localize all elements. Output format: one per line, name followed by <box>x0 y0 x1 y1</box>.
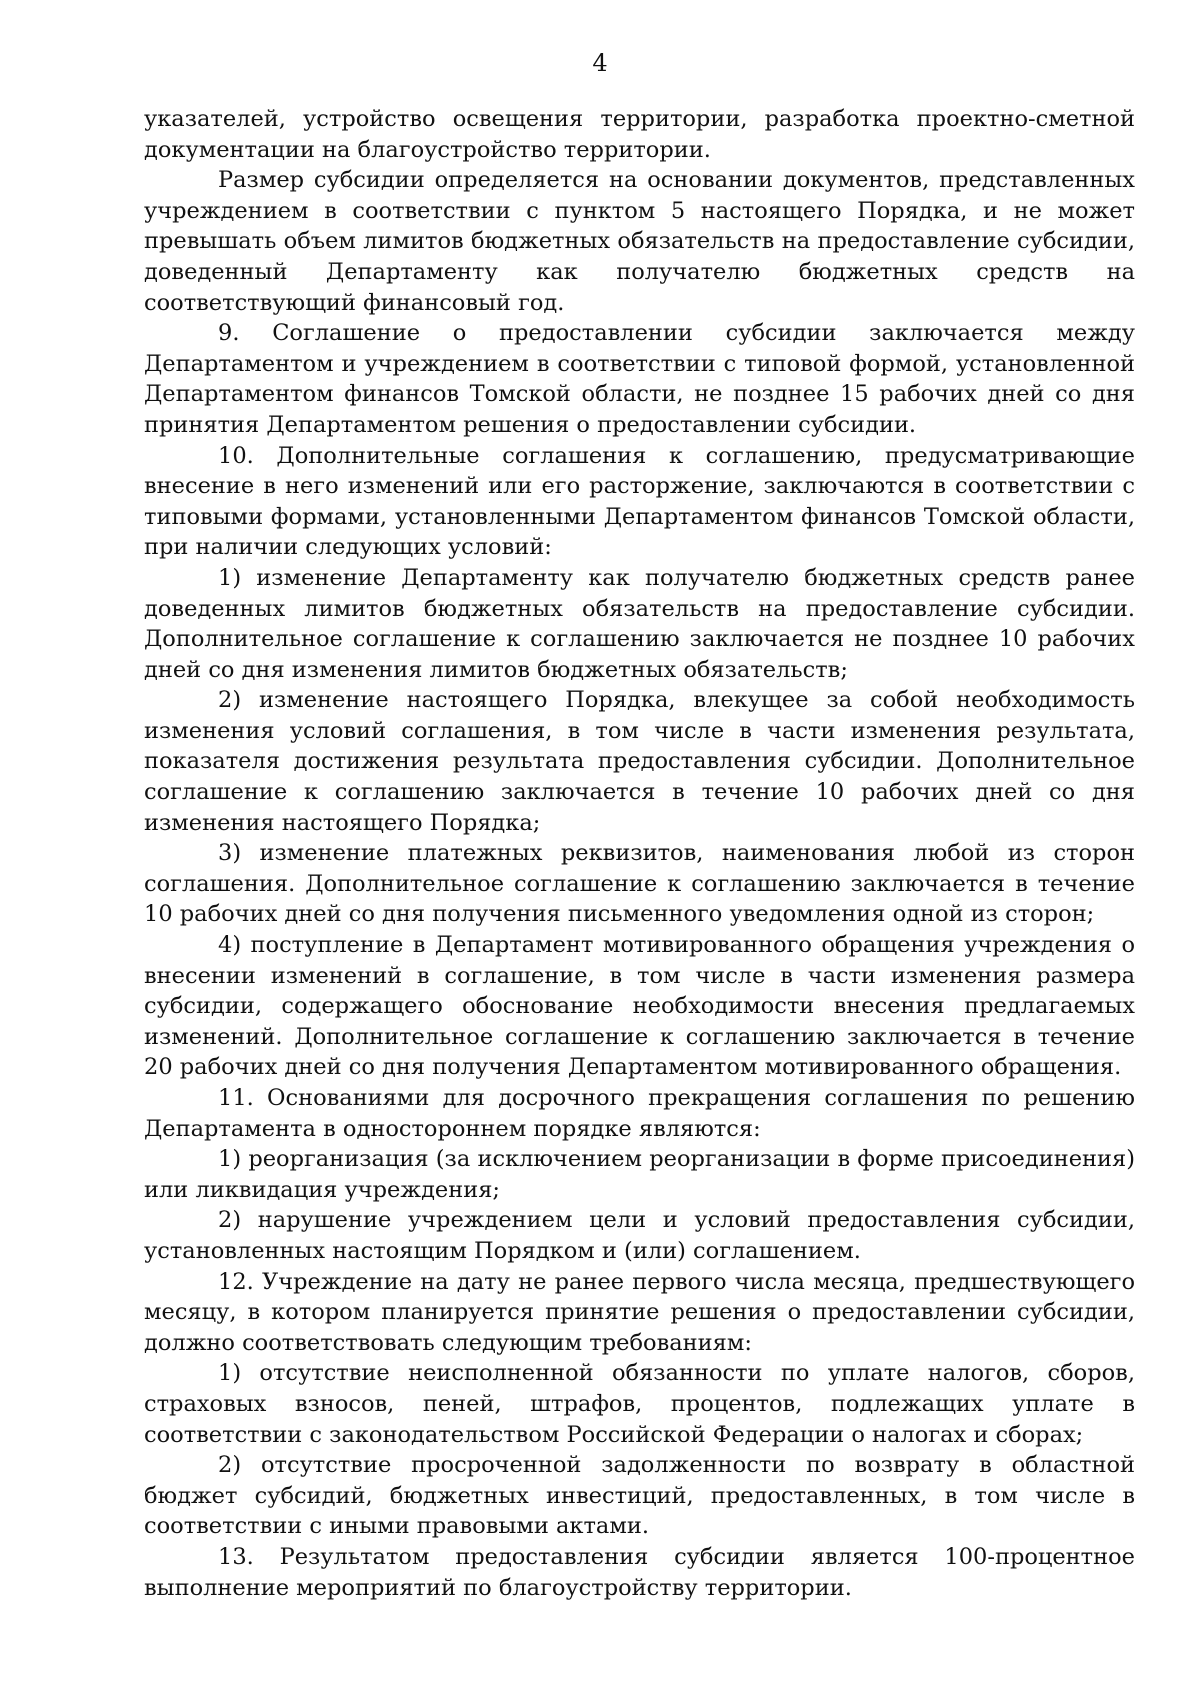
paragraph-10-item-2: 2) изменение настоящего Порядка, влекущее за собой необходимость изменения условий соглашения, в том числе в части изменения результата, показателя достижения результата предоставления субсидии. Дополнительное соглашение к соглашению заключается в течение 10 рабочих дней со дня изменения настоящего Порядка; <box>144 687 1135 836</box>
document-body <box>144 104 1135 1603</box>
paragraph-10: 10. Дополнительные соглашения к соглашению, предусматривающие внесение в него изменений или его расторжение, заключаются в соответствии с типовыми формами, установленными Департаментом финансов Томской области, при наличии следующих условий: <box>144 442 1135 561</box>
paragraph-13: 13. Результатом предоставления субсидии является 100-процентное выполнение мероприятий по благоустройству территории. <box>144 1543 1135 1601</box>
paragraph-9: 9. Соглашение о предоставлении субсидии заключается между Департаментом и учреждением в соответствии с типовой формой, установленной Департаментом финансов Томской области, не позднее 15 рабочих дней со дня принятия Департаментом решения о предоставлении субсидии. <box>144 320 1135 438</box>
paragraph-10-item-4: 4) поступление в Департамент мотивированного обращения учреждения о внесении изменений в соглашение, в том числе в части изменения размера субсидии, содержащего обоснование необходимости внесения предлагаемых изменений. Дополнительное соглашение к соглашению заключается в течение 20 рабочих дней со дня получения Департаментом мотивированного обращения. <box>144 932 1135 1081</box>
paragraph-11-item-1: 1) реорганизация (за исключением реорганизации в форме присоединения) или ликвидация учреждения; <box>144 1146 1135 1203</box>
paragraph-11-item-2: 2) нарушение учреждением цели и условий предоставления субсидии, установленных настоящим Порядком и (или) соглашением. <box>144 1207 1135 1264</box>
page-number: 4 <box>592 49 608 77</box>
paragraph-12-item-2: 2) отсутствие просроченной задолженности по возврату в областной бюджет субсидий, бюджетных инвестиций, предоставленных, в том числе в соответствии с иными правовыми актами. <box>144 1452 1135 1540</box>
paragraph-continuation: указателей, устройство освещения территории, разработка проектно-сметной документации на благоустройство территории. <box>144 106 1135 163</box>
paragraph-10-item-3: 3) изменение платежных реквизитов, наименования любой из сторон соглашения. Дополнительное соглашение к соглашению заключается в течение 10 рабочих дней со дня получения письменного уведомления одной из сторон; <box>144 840 1135 928</box>
paragraph-11: 11. Основаниями для досрочного прекращения соглашения по решению Департамента в одностороннем порядке являются: <box>144 1085 1135 1142</box>
paragraph-10-item-1: 1) изменение Департаменту как получателю бюджетных средств ранее доведенных лимитов бюджетных обязательств на предоставление субсидии. Дополнительное соглашение к соглашению заключается не позднее 10 рабочих дней со дня изменения лимитов бюджетных обязательств; <box>144 564 1135 683</box>
paragraph-12: 12. Учреждение на дату не ранее первого числа месяца, предшествующего месяцу, в котором планируется принятие решения о предоставлении субсидии, должно соответствовать следующим требованиям: <box>144 1268 1135 1356</box>
paragraph-subsidy-size: Размер субсидии определяется на основании документов, представленных учреждением в соответствии с пунктом 5 настоящего Порядка, и не может превышать объем лимитов бюджетных обязательств на предоставление субсидии, доведенный Департаменту как получателю бюджетных средств на соответствующий финансовый год. <box>144 167 1135 316</box>
paragraph-12-item-1: 1) отсутствие неисполненной обязанности по уплате налогов, сборов, страховых взносов, пеней, штрафов, процентов, подлежащих уплате в соответствии с законодательством Российской Федерации о налогах и сборах; <box>144 1360 1135 1448</box>
